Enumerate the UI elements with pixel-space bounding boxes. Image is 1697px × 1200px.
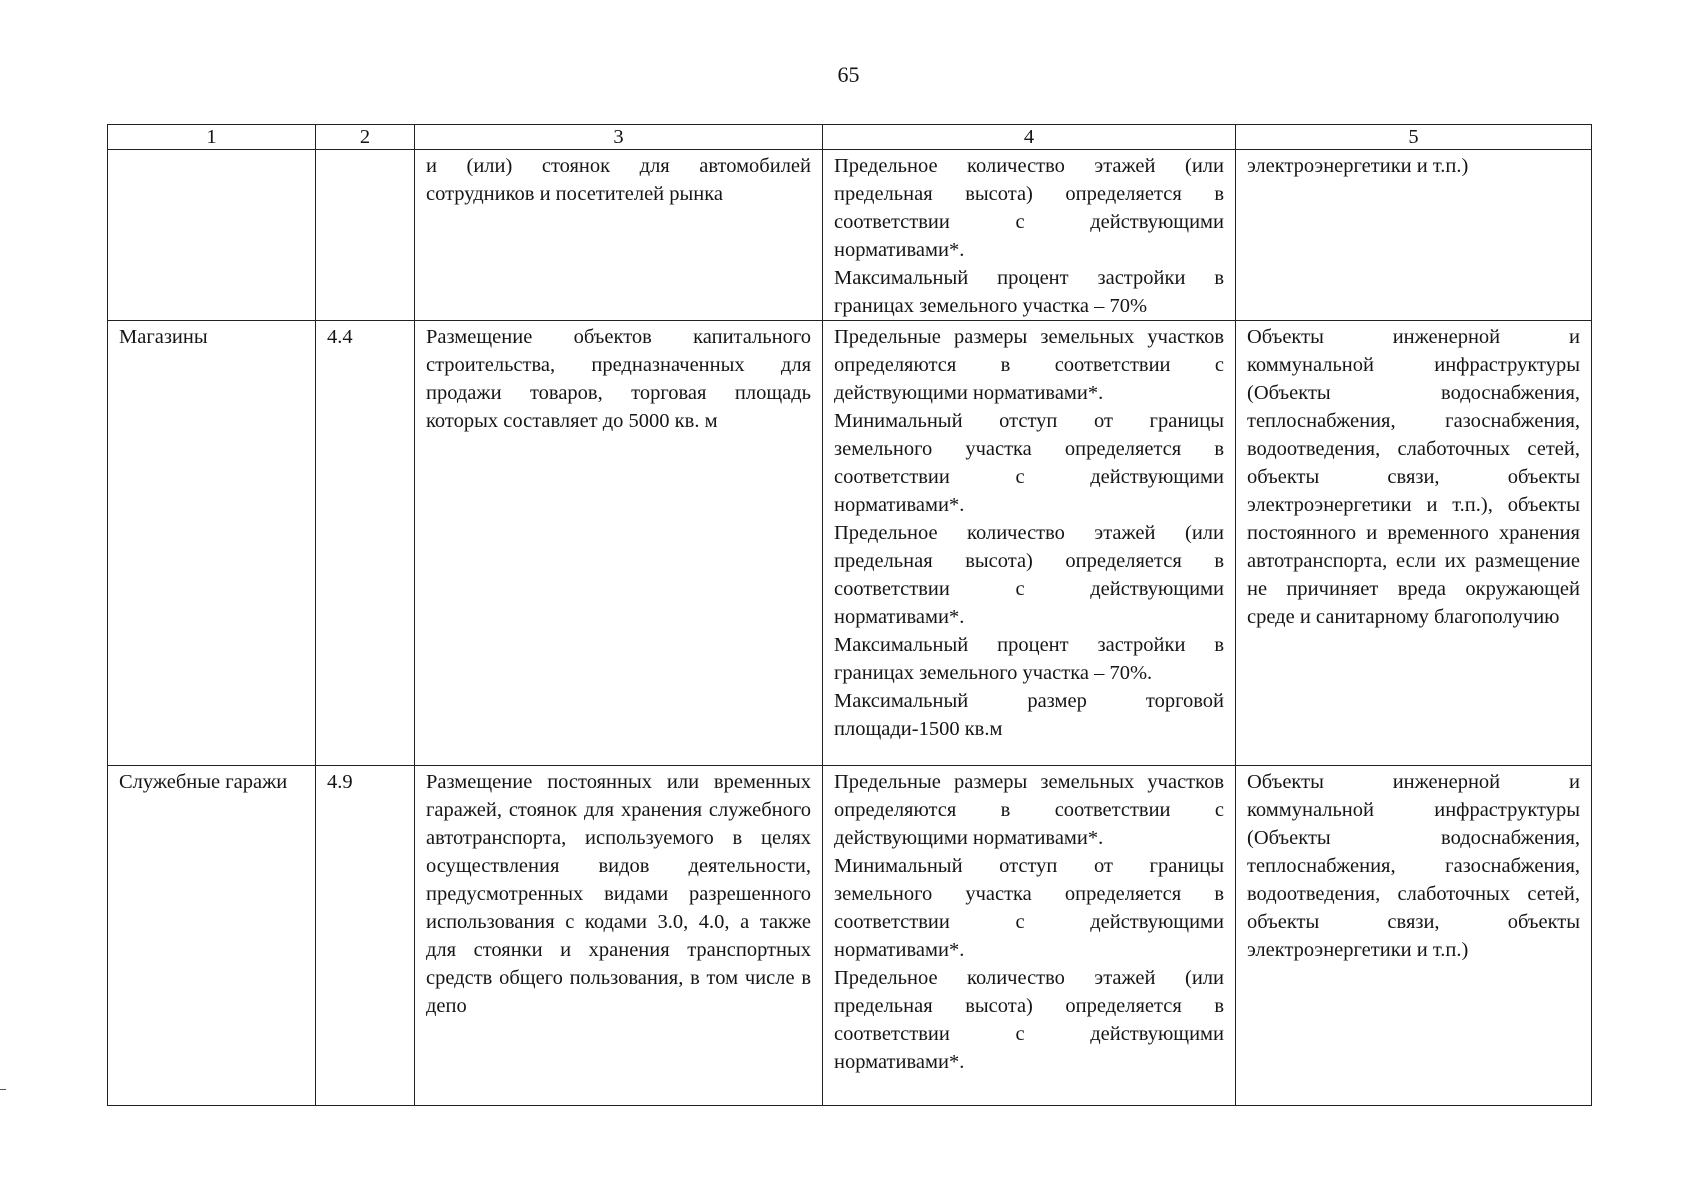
column-header-4: 4 <box>823 125 1236 150</box>
table-row <box>108 321 1592 766</box>
auxiliary-uses-cell: Объекты инженерной и коммунальной инфраструктуры (Объекты водоснабжения, теплоснабжения, газоснабжения, водоотведения, слаботочных сетей, объекты связи, объекты электроэнергетики и т.п.) <box>1236 766 1592 1106</box>
use-name-cell: Магазины <box>108 321 316 766</box>
table-row <box>108 150 1592 321</box>
column-header-3: 3 <box>415 125 823 150</box>
table-row <box>108 766 1592 1106</box>
parameter-text: Предельное количество этажей (или предельная высота) определяется в соответствии с действующими нормативами*. <box>834 967 1224 1073</box>
parameter-text: Максимальный процент застройки в границах земельного участка – 70% <box>834 267 1224 317</box>
parameter-text: Минимальный отступ от границы земельного участка определяется в соответствии с действующими нормативами*. <box>834 410 1224 516</box>
parameter-text: Предельное количество этажей (или предельная высота) определяется в соответствии с действующими нормативами*. <box>834 155 1224 261</box>
page-number: 65 <box>837 62 860 87</box>
use-description-cell: Размещение объектов капитального строительства, предназначенных для продажи товаров, торговая площадь которых составляет до 5000 кв. м <box>415 321 823 766</box>
margin-mark <box>0 1089 6 1090</box>
use-name-cell: Служебные гаражи <box>108 766 316 1106</box>
use-description-cell: Размещение постоянных или временных гаражей, стоянок для хранения служебного автотранспорта, используемого в целях осуществления видов деятельности, предусмотренных видами разрешенного использования с кодами 3.0, 4.0, а также для стоянки и хранения транспортных средств общего пользования, в том числе в депо <box>415 766 823 1106</box>
use-code-cell <box>316 150 415 321</box>
use-code-cell: 4.4 <box>316 321 415 766</box>
column-header-2: 2 <box>316 125 415 150</box>
table-header-row <box>108 125 1592 150</box>
parameter-text: Минимальный отступ от границы земельного участка определяется в соответствии с действующими нормативами*. <box>834 855 1224 961</box>
parameter-text: Предельные размеры земельных участков определяются в соответствии с действующими нормативами*. <box>834 771 1224 849</box>
parameters-cell <box>823 150 1236 321</box>
use-code-cell: 4.9 <box>316 766 415 1106</box>
use-description-cell: и (или) стоянок для автомобилей сотрудников и посетителей рынка <box>415 150 823 321</box>
parameter-text: Максимальный процент застройки в границах земельного участка – 70%. <box>834 634 1224 684</box>
parameter-text: Предельные размеры земельных участков определяются в соответствии с действующими нормативами*. <box>834 326 1224 404</box>
column-header-5: 5 <box>1236 125 1592 150</box>
parameters-cell <box>823 766 1236 1106</box>
auxiliary-uses-cell: Объекты инженерной и коммунальной инфраструктуры (Объекты водоснабжения, теплоснабжения, газоснабжения, водоотведения, слаботочных сетей, объекты связи, объекты электроэнергетики и т.п.), объекты постоянного и временного хранения автотранспорта, если их размещение не причиняет вреда окружающей среде и санитарному благополучию <box>1236 321 1592 766</box>
regulations-table <box>107 124 1592 1106</box>
parameter-text: Максимальный размер торговой площади-1500 кв.м <box>834 690 1224 740</box>
parameter-text: Предельное количество этажей (или предельная высота) определяется в соответствии с действующими нормативами*. <box>834 522 1224 628</box>
column-header-1: 1 <box>108 125 316 150</box>
auxiliary-uses-cell: электроэнергетики и т.п.) <box>1236 150 1592 321</box>
use-name-cell <box>108 150 316 321</box>
parameters-cell <box>823 321 1236 766</box>
